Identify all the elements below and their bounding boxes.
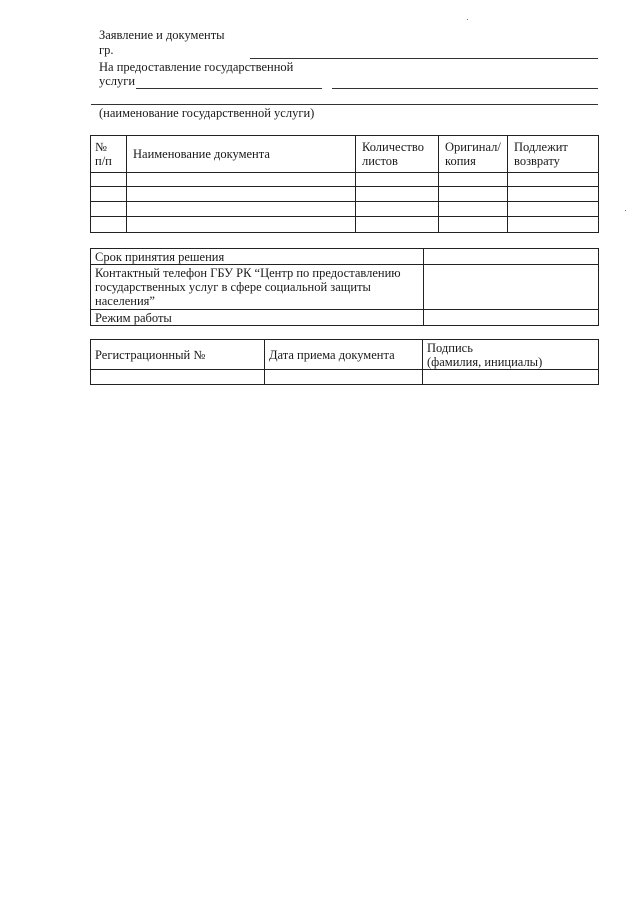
- cell-name[interactable]: [127, 173, 356, 187]
- form-title: Заявление и документы: [99, 28, 225, 42]
- citizen-name-line: [250, 58, 598, 59]
- documents-table: [90, 135, 599, 233]
- cell-original[interactable]: [439, 202, 508, 217]
- info-row-working-hours: [91, 310, 599, 326]
- table-row: [91, 187, 599, 202]
- service-intro-text: На предоставление государственной: [99, 60, 294, 74]
- cell-number[interactable]: [91, 217, 127, 233]
- working-hours-label: Режим работы: [91, 310, 424, 326]
- cell-number[interactable]: [91, 187, 127, 202]
- cell-name[interactable]: [127, 187, 356, 202]
- info-table: [90, 248, 599, 326]
- service-line-1: [136, 88, 322, 89]
- registration-header-row: [91, 340, 599, 370]
- info-row-decision-term: [91, 249, 599, 265]
- cell-number[interactable]: [91, 202, 127, 217]
- cell-return[interactable]: [508, 187, 599, 202]
- cell-return[interactable]: [508, 173, 599, 187]
- documents-header-row: [91, 136, 599, 173]
- registration-table: [90, 339, 599, 385]
- citizen-label: гр.: [99, 43, 114, 57]
- scan-speck: [625, 210, 626, 211]
- table-row: [91, 202, 599, 217]
- col-name-header: Наименование документа: [127, 136, 356, 173]
- cell-sheets[interactable]: [356, 202, 439, 217]
- table-row: [91, 173, 599, 187]
- cell-name[interactable]: [127, 217, 356, 233]
- cell-sheets[interactable]: [356, 187, 439, 202]
- scan-speck: [467, 19, 468, 20]
- contact-phone-label: Контактный телефон ГБУ РК “Центр по предоставлению государственных услуг в сфере социальной защиты населения”: [91, 265, 424, 310]
- cell-sheets[interactable]: [356, 173, 439, 187]
- table-row: [91, 217, 599, 233]
- decision-term-value[interactable]: [424, 249, 599, 265]
- service-caption: (наименование государственной услуги): [99, 106, 315, 120]
- col-sheets-header: Количество листов: [356, 136, 439, 173]
- service-label: услуги: [99, 74, 136, 88]
- service-line-2: [332, 88, 598, 89]
- acceptance-date-cell[interactable]: [265, 370, 423, 385]
- service-line-3: [91, 104, 598, 105]
- cell-original[interactable]: [439, 173, 508, 187]
- col-return-header: Подлежит возврату: [508, 136, 599, 173]
- cell-name[interactable]: [127, 202, 356, 217]
- signature-header: Подпись (фамилия, инициалы): [423, 340, 599, 370]
- cell-original[interactable]: [439, 217, 508, 233]
- signature-cell[interactable]: [423, 370, 599, 385]
- info-row-contact-phone: [91, 265, 599, 310]
- registration-number-header: Регистрационный №: [91, 340, 265, 370]
- cell-return[interactable]: [508, 217, 599, 233]
- registration-number-cell[interactable]: [91, 370, 265, 385]
- cell-return[interactable]: [508, 202, 599, 217]
- col-original-header: Оригинал/ копия: [439, 136, 508, 173]
- cell-original[interactable]: [439, 187, 508, 202]
- decision-term-label: Срок принятия решения: [91, 249, 424, 265]
- contact-phone-value[interactable]: [424, 265, 599, 310]
- working-hours-value[interactable]: [424, 310, 599, 326]
- col-number-header: № п/п: [91, 136, 127, 173]
- acceptance-date-header: Дата приема документа: [265, 340, 423, 370]
- table-row: [91, 370, 599, 385]
- cell-sheets[interactable]: [356, 217, 439, 233]
- cell-number[interactable]: [91, 173, 127, 187]
